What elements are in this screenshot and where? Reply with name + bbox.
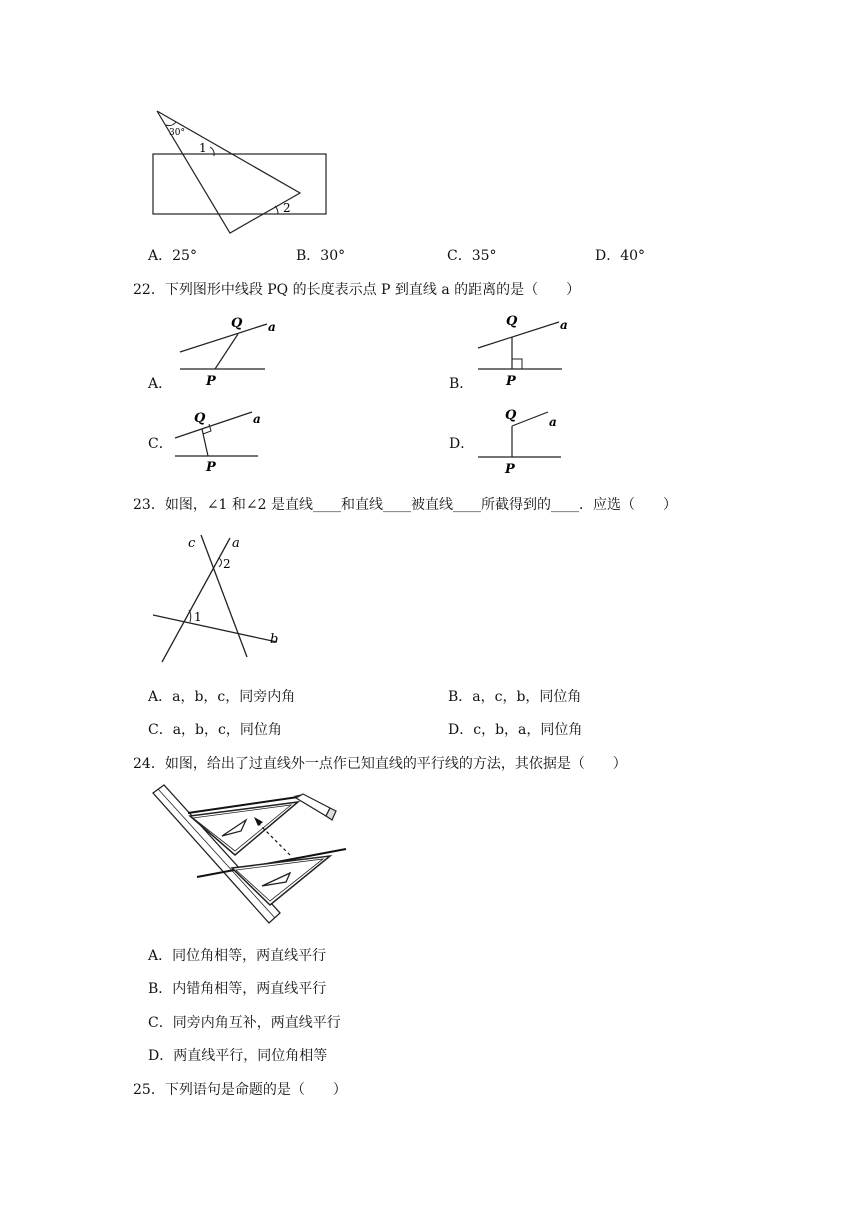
svg-text:P: P xyxy=(206,460,216,475)
svg-text:Q: Q xyxy=(194,411,206,426)
q22-option-a-letter: A． xyxy=(148,376,173,392)
q23-option-b: B．a，c，b，同位角 xyxy=(448,689,582,705)
angle-1-arc xyxy=(210,147,214,156)
q21-option-c: C．35° xyxy=(447,248,497,264)
q22-option-b-letter: B． xyxy=(449,376,474,392)
q25-stem: 25．下列语句是命题的是（ ） xyxy=(133,1082,347,1098)
q22-figure-b xyxy=(474,308,584,390)
q23-figure xyxy=(145,530,290,670)
line-b xyxy=(153,615,277,642)
q24-figure xyxy=(150,783,350,928)
q21-option-d: D．40° xyxy=(595,248,646,264)
svg-text:a: a xyxy=(232,536,240,551)
svg-text:Q: Q xyxy=(505,408,517,423)
line-a xyxy=(162,538,230,662)
q22-option-d-letter: D． xyxy=(449,436,475,452)
ruler xyxy=(153,785,280,923)
q24-stem: 24．如图，给出了过直线外一点作已知直线的平行线的方法，其依据是（ ） xyxy=(133,756,627,772)
svg-text:a: a xyxy=(560,318,568,332)
q23-option-d: D．c，b，a，同位角 xyxy=(448,722,583,738)
q24-option-a: A．同位角相等，两直线平行 xyxy=(148,948,327,964)
q24-option-d: D．两直线平行，同位角相等 xyxy=(148,1048,328,1064)
angle-2-arc xyxy=(275,206,278,214)
q24-option-c: C．同旁内角互补，两直线平行 xyxy=(148,1015,341,1031)
q22-option-c-letter: C． xyxy=(148,436,173,452)
q23-option-c: C．a，b，c，同位角 xyxy=(148,722,282,738)
q22-stem: 22．下列图形中线段 PQ 的长度表示点 P 到直线 a 的距离的是（ ） xyxy=(133,282,581,298)
svg-text:Q: Q xyxy=(506,314,518,329)
svg-text:c: c xyxy=(188,536,196,551)
dashed-arrow xyxy=(258,823,290,855)
q21-figure xyxy=(150,105,335,240)
svg-text:2: 2 xyxy=(223,557,231,571)
svg-text:b: b xyxy=(270,632,279,647)
q22-figure-c xyxy=(170,402,280,482)
q21-option-b: B．30° xyxy=(296,248,346,264)
q22-figure-a xyxy=(175,310,285,390)
svg-text:P: P xyxy=(206,374,216,389)
svg-text:a: a xyxy=(253,412,261,426)
line-c xyxy=(201,535,247,657)
q23-option-a: A．a，b，c，同旁内角 xyxy=(148,689,296,705)
svg-text:P: P xyxy=(505,462,515,477)
svg-text:a: a xyxy=(549,415,557,429)
svg-text:1: 1 xyxy=(194,610,202,624)
svg-text:P: P xyxy=(506,374,516,389)
q23-stem: 23．如图，∠1 和∠2 是直线____和直线____被直线____所截得到的____．应选（ ） xyxy=(133,497,677,513)
rectangle xyxy=(153,154,326,214)
q24-option-b: B．内错角相等，两直线平行 xyxy=(148,981,327,997)
pencil-icon xyxy=(294,794,336,820)
svg-text:a: a xyxy=(268,320,276,334)
svg-text:Q: Q xyxy=(231,316,243,331)
q22-figure-d xyxy=(474,402,584,482)
angle-2-label: 2 xyxy=(283,201,291,215)
q21-option-a: A．25° xyxy=(148,248,197,264)
angle-30-label: 30° xyxy=(169,128,185,138)
angle-30-arc xyxy=(166,122,176,126)
angle-1-label: 1 xyxy=(199,141,207,155)
